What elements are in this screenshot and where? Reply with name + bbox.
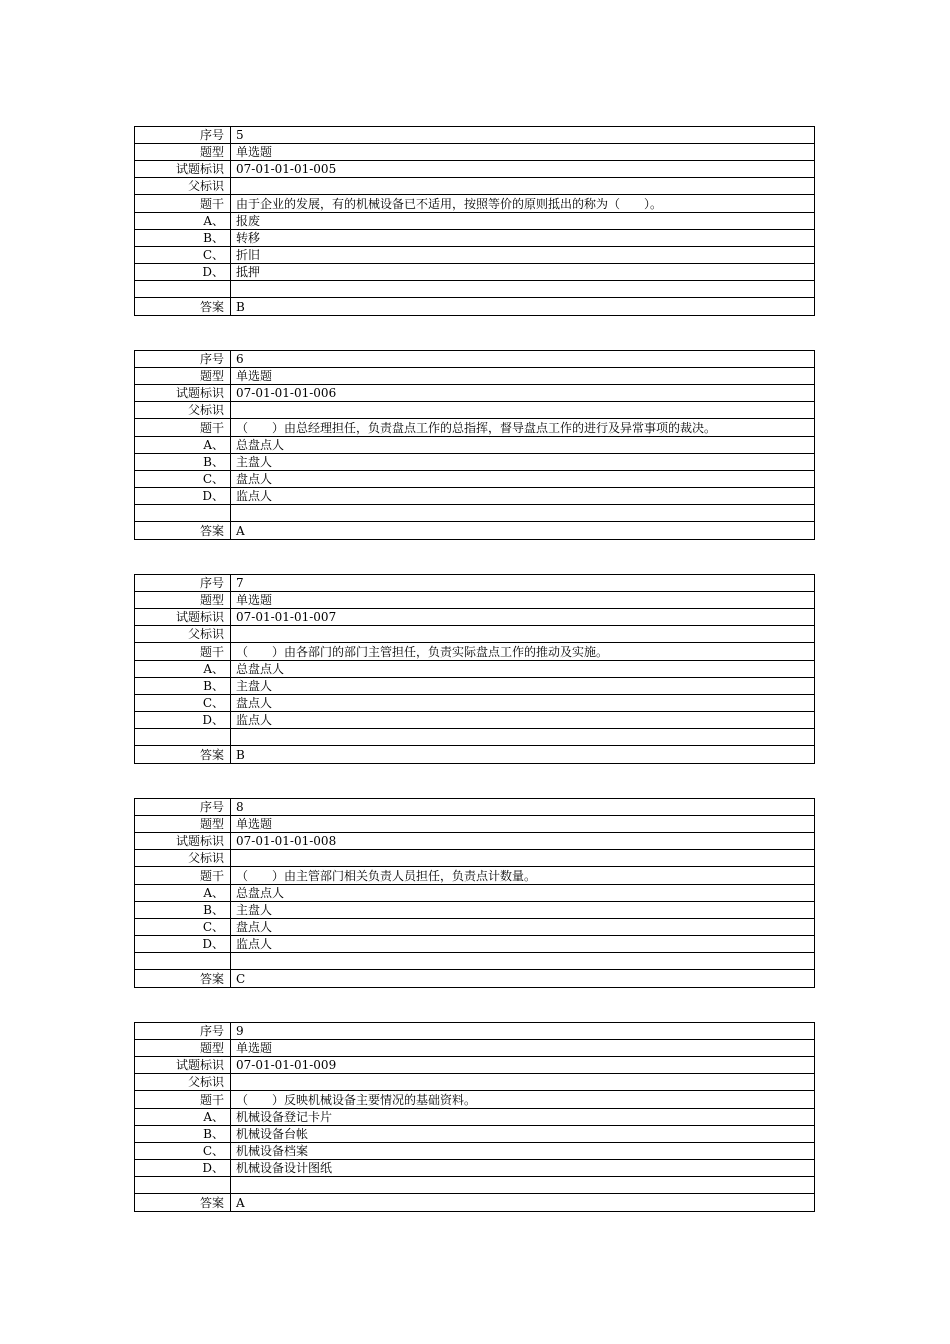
label-type: 题型 (135, 816, 231, 833)
row-answer (135, 1194, 815, 1212)
row-blank (135, 1177, 815, 1194)
value-blank (231, 505, 815, 522)
row-blank (135, 281, 815, 298)
row-stem (135, 867, 815, 885)
label-option-c: C、 (135, 695, 231, 712)
label-type: 题型 (135, 592, 231, 609)
label-option-b: B、 (135, 454, 231, 471)
value-stem: （ ）由各部门的部门主管担任，负责实际盘点工作的推动及实施。 (231, 643, 815, 661)
value-option-d: 抵押 (231, 264, 815, 281)
label-option-d: D、 (135, 712, 231, 729)
value-option-b: 主盘人 (231, 454, 815, 471)
value-parent (231, 402, 815, 419)
value-blank (231, 953, 815, 970)
row-blank (135, 505, 815, 522)
value-answer: B (231, 746, 815, 764)
value-answer: B (231, 298, 815, 316)
value-answer: A (231, 522, 815, 540)
row-parent (135, 402, 815, 419)
label-seq: 序号 (135, 351, 231, 368)
value-seq: 6 (231, 351, 815, 368)
row-type (135, 816, 815, 833)
row-seq (135, 127, 815, 144)
question-table (134, 126, 815, 316)
value-parent (231, 178, 815, 195)
value-id: 07-01-01-01-007 (231, 609, 815, 626)
value-option-c: 盘点人 (231, 919, 815, 936)
label-option-d: D、 (135, 264, 231, 281)
label-id: 试题标识 (135, 1057, 231, 1074)
row-option-d (135, 712, 815, 729)
label-id: 试题标识 (135, 833, 231, 850)
value-type: 单选题 (231, 144, 815, 161)
label-stem: 题干 (135, 195, 231, 213)
row-option-a (135, 437, 815, 454)
label-id: 试题标识 (135, 609, 231, 626)
value-option-d: 监点人 (231, 712, 815, 729)
row-option-c (135, 471, 815, 488)
label-id: 试题标识 (135, 161, 231, 178)
row-blank (135, 953, 815, 970)
value-stem: （ ）反映机械设备主要情况的基础资料。 (231, 1091, 815, 1109)
label-blank (135, 281, 231, 298)
row-option-b (135, 678, 815, 695)
value-option-a: 总盘点人 (231, 661, 815, 678)
value-id: 07-01-01-01-008 (231, 833, 815, 850)
value-option-b: 转移 (231, 230, 815, 247)
value-option-c: 盘点人 (231, 695, 815, 712)
row-option-a (135, 213, 815, 230)
row-parent (135, 1074, 815, 1091)
label-option-c: C、 (135, 247, 231, 264)
value-option-d: 机械设备设计图纸 (231, 1160, 815, 1177)
row-option-d (135, 264, 815, 281)
row-option-d (135, 936, 815, 953)
row-answer (135, 746, 815, 764)
value-blank (231, 1177, 815, 1194)
value-option-a: 总盘点人 (231, 885, 815, 902)
label-seq: 序号 (135, 1023, 231, 1040)
label-answer: 答案 (135, 1194, 231, 1212)
row-answer (135, 970, 815, 988)
label-option-d: D、 (135, 488, 231, 505)
label-stem: 题干 (135, 419, 231, 437)
value-option-b: 主盘人 (231, 678, 815, 695)
row-seq (135, 351, 815, 368)
question-table (134, 798, 815, 988)
value-seq: 7 (231, 575, 815, 592)
label-seq: 序号 (135, 799, 231, 816)
value-stem: （ ）由主管部门相关负责人员担任，负责点计数量。 (231, 867, 815, 885)
label-stem: 题干 (135, 643, 231, 661)
row-id (135, 1057, 815, 1074)
label-option-a: A、 (135, 661, 231, 678)
value-answer: A (231, 1194, 815, 1212)
row-parent (135, 626, 815, 643)
row-id (135, 385, 815, 402)
label-answer: 答案 (135, 522, 231, 540)
label-blank (135, 729, 231, 746)
label-stem: 题干 (135, 867, 231, 885)
row-option-b (135, 1126, 815, 1143)
label-parent: 父标识 (135, 1074, 231, 1091)
label-option-d: D、 (135, 936, 231, 953)
value-id: 07-01-01-01-009 (231, 1057, 815, 1074)
row-stem (135, 195, 815, 213)
row-option-b (135, 230, 815, 247)
row-answer (135, 298, 815, 316)
row-parent (135, 178, 815, 195)
row-blank (135, 729, 815, 746)
label-option-b: B、 (135, 1126, 231, 1143)
label-blank (135, 953, 231, 970)
label-blank (135, 1177, 231, 1194)
value-option-a: 机械设备登记卡片 (231, 1109, 815, 1126)
row-stem (135, 643, 815, 661)
value-seq: 5 (231, 127, 815, 144)
value-option-d: 监点人 (231, 488, 815, 505)
value-parent (231, 626, 815, 643)
value-option-a: 总盘点人 (231, 437, 815, 454)
row-type (135, 592, 815, 609)
value-blank (231, 281, 815, 298)
row-option-b (135, 902, 815, 919)
value-answer: C (231, 970, 815, 988)
row-parent (135, 850, 815, 867)
row-option-c (135, 695, 815, 712)
row-type (135, 144, 815, 161)
row-option-a (135, 661, 815, 678)
value-type: 单选题 (231, 816, 815, 833)
value-stem: （ ）由总经理担任，负责盘点工作的总指挥，督导盘点工作的进行及异常事项的裁决。 (231, 419, 815, 437)
label-stem: 题干 (135, 1091, 231, 1109)
row-stem (135, 419, 815, 437)
value-option-a: 报废 (231, 213, 815, 230)
label-option-a: A、 (135, 1109, 231, 1126)
label-option-b: B、 (135, 902, 231, 919)
label-id: 试题标识 (135, 385, 231, 402)
row-id (135, 609, 815, 626)
label-option-c: C、 (135, 1143, 231, 1160)
row-option-c (135, 1143, 815, 1160)
question-table (134, 350, 815, 540)
label-seq: 序号 (135, 575, 231, 592)
label-type: 题型 (135, 144, 231, 161)
label-option-a: A、 (135, 885, 231, 902)
row-stem (135, 1091, 815, 1109)
label-answer: 答案 (135, 746, 231, 764)
question-table (134, 1022, 815, 1212)
value-stem: 由于企业的发展，有的机械设备已不适用，按照等价的原则抵出的称为（ ）。 (231, 195, 815, 213)
row-option-a (135, 885, 815, 902)
value-type: 单选题 (231, 592, 815, 609)
label-seq: 序号 (135, 127, 231, 144)
label-parent: 父标识 (135, 402, 231, 419)
row-option-d (135, 488, 815, 505)
label-option-d: D、 (135, 1160, 231, 1177)
value-option-b: 主盘人 (231, 902, 815, 919)
value-option-c: 盘点人 (231, 471, 815, 488)
label-option-b: B、 (135, 230, 231, 247)
value-type: 单选题 (231, 1040, 815, 1057)
row-option-b (135, 454, 815, 471)
label-parent: 父标识 (135, 850, 231, 867)
label-option-b: B、 (135, 678, 231, 695)
row-option-c (135, 247, 815, 264)
row-option-c (135, 919, 815, 936)
value-parent (231, 1074, 815, 1091)
row-seq (135, 799, 815, 816)
label-answer: 答案 (135, 970, 231, 988)
row-seq (135, 575, 815, 592)
value-id: 07-01-01-01-005 (231, 161, 815, 178)
row-type (135, 1040, 815, 1057)
row-seq (135, 1023, 815, 1040)
label-option-c: C、 (135, 471, 231, 488)
label-blank (135, 505, 231, 522)
value-option-c: 机械设备档案 (231, 1143, 815, 1160)
label-answer: 答案 (135, 298, 231, 316)
row-id (135, 161, 815, 178)
value-type: 单选题 (231, 368, 815, 385)
value-option-c: 折旧 (231, 247, 815, 264)
row-option-d (135, 1160, 815, 1177)
label-option-a: A、 (135, 437, 231, 454)
value-option-d: 监点人 (231, 936, 815, 953)
label-parent: 父标识 (135, 626, 231, 643)
value-option-b: 机械设备台帐 (231, 1126, 815, 1143)
value-blank (231, 729, 815, 746)
label-type: 题型 (135, 368, 231, 385)
row-option-a (135, 1109, 815, 1126)
label-option-c: C、 (135, 919, 231, 936)
value-id: 07-01-01-01-006 (231, 385, 815, 402)
label-parent: 父标识 (135, 178, 231, 195)
value-seq: 8 (231, 799, 815, 816)
value-seq: 9 (231, 1023, 815, 1040)
row-type (135, 368, 815, 385)
row-id (135, 833, 815, 850)
value-parent (231, 850, 815, 867)
label-option-a: A、 (135, 213, 231, 230)
row-answer (135, 522, 815, 540)
label-type: 题型 (135, 1040, 231, 1057)
question-table (134, 574, 815, 764)
